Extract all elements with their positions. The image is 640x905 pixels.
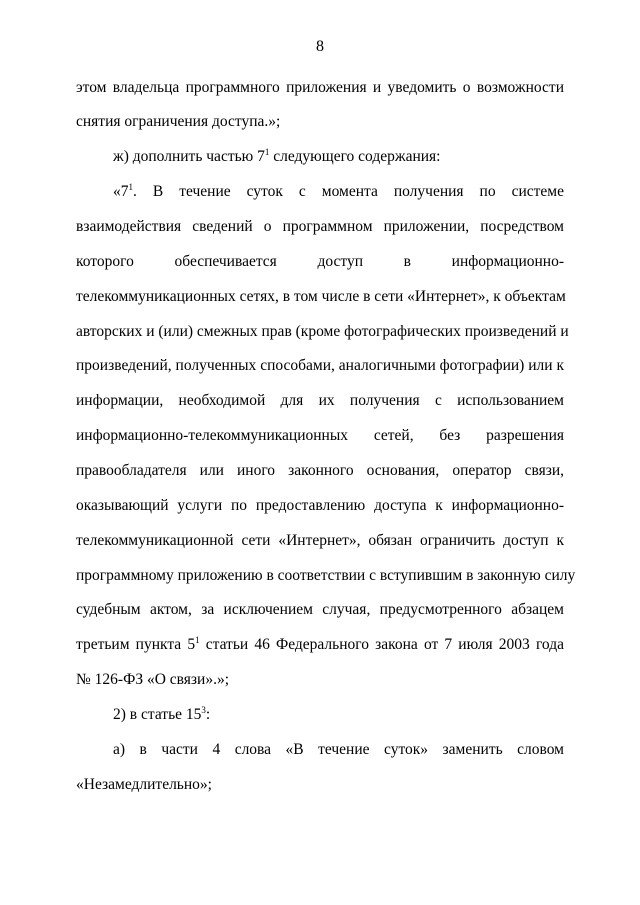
text-line-8: авторских и (или) смежных прав (кроме фотографических произведений и <box>76 323 569 340</box>
text-fragment: : <box>205 706 211 723</box>
text-line-21: «Незамедлительно»; <box>76 776 212 793</box>
superscript: 1 <box>195 635 200 645</box>
superscript: 3 <box>201 705 206 715</box>
text-line-19 <box>113 705 210 725</box>
text-line-9: произведений, полученных способами, аналогичными фотографии) или к <box>76 357 564 374</box>
text-fragment: следующего содержания: <box>269 148 441 165</box>
text-line-14: телекоммуникационной сети «Интернет», обязан ограничить доступ к <box>76 532 564 549</box>
text-fragment: 2) в статье 15 <box>113 706 202 723</box>
text-line-4 <box>113 182 564 202</box>
text-line-6: которого обеспечивается доступ в информационно- <box>76 253 564 270</box>
text-line-10: информации, необходимой для их получения с использованием <box>76 392 564 409</box>
text-line-12: правообладателя или иного законного основания, оператор связи, <box>76 462 564 479</box>
text-fragment: статьи 46 Федерального закона от 7 июля 2003 года <box>199 636 564 653</box>
text-fragment: третьим пункта 5 <box>76 636 196 653</box>
text-line-3 <box>113 147 440 167</box>
text-fragment: . В течение суток с момента получения по системе <box>133 183 564 200</box>
text-line-13: оказывающий услуги по предоставлению доступа к информационно- <box>76 497 564 514</box>
text-fragment: ж) дополнить частью 7 <box>113 148 265 165</box>
text-line-16: судебным актом, за исключением случая, предусмотренного абзацем <box>76 601 564 618</box>
text-line-5: взаимодействия сведений о программном приложении, посредством <box>76 218 564 235</box>
text-line-17 <box>76 635 564 655</box>
text-line-15: программному приложению в соответствии с вступившим в законную силу <box>76 567 576 584</box>
text-fragment: «7 <box>113 183 129 200</box>
superscript: 1 <box>128 182 133 192</box>
text-line-2: снятия ограничения доступа.»; <box>76 113 281 130</box>
page-number: 8 <box>316 38 324 55</box>
text-line-11: информационно-телекоммуникационных сетей, без разрешения <box>76 427 564 444</box>
text-line-7: телекоммуникационных сетях, в том числе в сети «Интернет», к объектам <box>76 288 566 305</box>
text-line-20: а) в части 4 слова «В течение суток» заменить словом <box>113 741 564 758</box>
superscript: 1 <box>264 147 270 157</box>
text-line-1: этом владельца программного приложения и уведомить о возможности <box>76 79 564 96</box>
text-line-18: № 126-ФЗ «О связи».»; <box>76 671 230 688</box>
